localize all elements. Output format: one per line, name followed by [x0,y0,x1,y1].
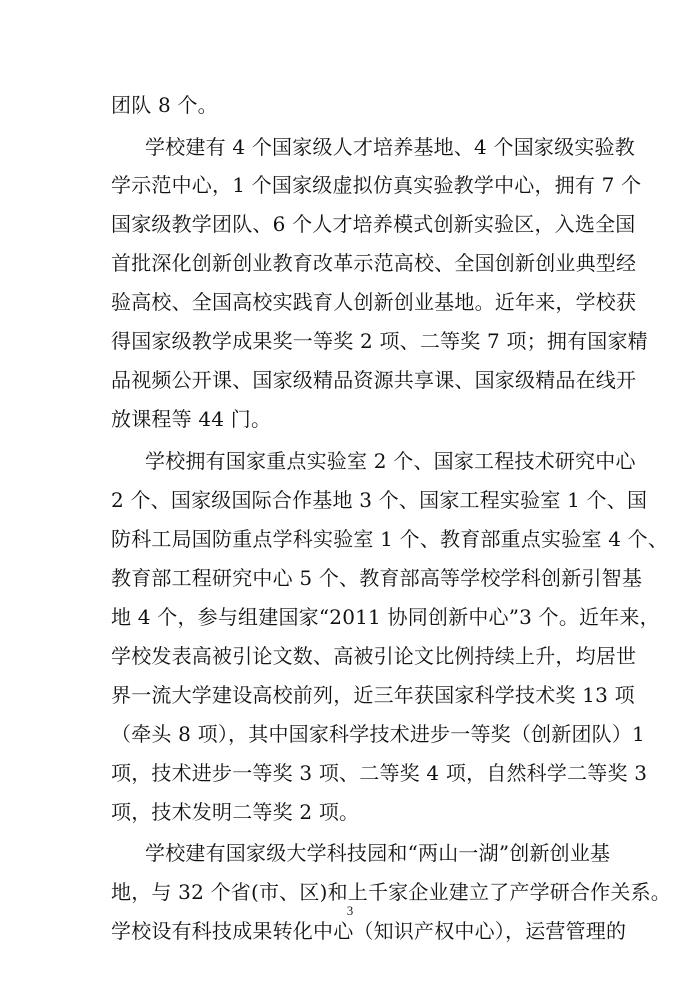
text-line: 得国家级教学成果奖一等奖 2 项、二等奖 7 项；拥有国家精 [111,329,648,353]
paragraph-start-line: 学校建有 4 个国家级人才培养基地、4 个国家级实验教 [145,135,635,159]
text-line: 学校发表高被引论文数、高被引论文比例持续上升，均居世 [111,644,637,668]
paragraph-start-line: 学校建有国家级大学科技园和“两山一湖”创新创业基 [145,841,611,865]
text-line: 验高校、全国高校实践育人创新创业基地。近年来，学校获 [111,290,637,314]
text-line: 项，技术进步一等奖 3 项、二等奖 4 项，自然科学二等奖 3 [111,761,648,785]
text-line: 团队 8 个。 [111,93,218,117]
text-line: 品视频公开课、国家级精品资源共享课、国家级精品在线开 [111,368,637,392]
text-line: 地 4 个，参与组建国家“2011 协同创新中心”3 个。近年来， [111,605,660,629]
text-line: 2 个、国家级国际合作基地 3 个、国家工程实验室 1 个、国 [111,488,648,512]
text-line: 国家级教学团队、6 个人才培养模式创新实验区，入选全国 [111,212,636,236]
text-line: 放课程等 44 门。 [111,407,272,431]
text-line: 教育部工程研究中心 5 个、教育部高等学校学科创新引智基 [111,566,643,590]
paragraph-start-line: 学校拥有国家重点实验室 2 个、国家工程技术研究中心 [145,449,636,473]
text-line: 学校设有科技成果转化中心（知识产权中心），运营管理的 [111,919,627,943]
text-line: 防科工局国防重点学科实验室 1 个、教育部重点实验室 4 个、 [111,527,669,551]
text-line: 首批深化创新创业教育改革示范高校、全国创新创业典型经 [111,251,637,275]
text-line: （牵头 8 项），其中国家科学技术进步一等奖（创新团队）1 [111,722,645,746]
text-line: 界一流大学建设高校前列，近三年获国家科学技术奖 13 项 [111,683,635,707]
text-line: 项，技术发明二等奖 2 项。 [111,800,360,824]
page-number: 3 [346,903,354,918]
text-line: 学示范中心，1 个国家级虚拟仿真实验教学中心，拥有 7 个 [111,173,642,197]
text-line: 地，与 32 个省(市、区)和上千家企业建立了产学研合作关系。 [111,880,671,904]
